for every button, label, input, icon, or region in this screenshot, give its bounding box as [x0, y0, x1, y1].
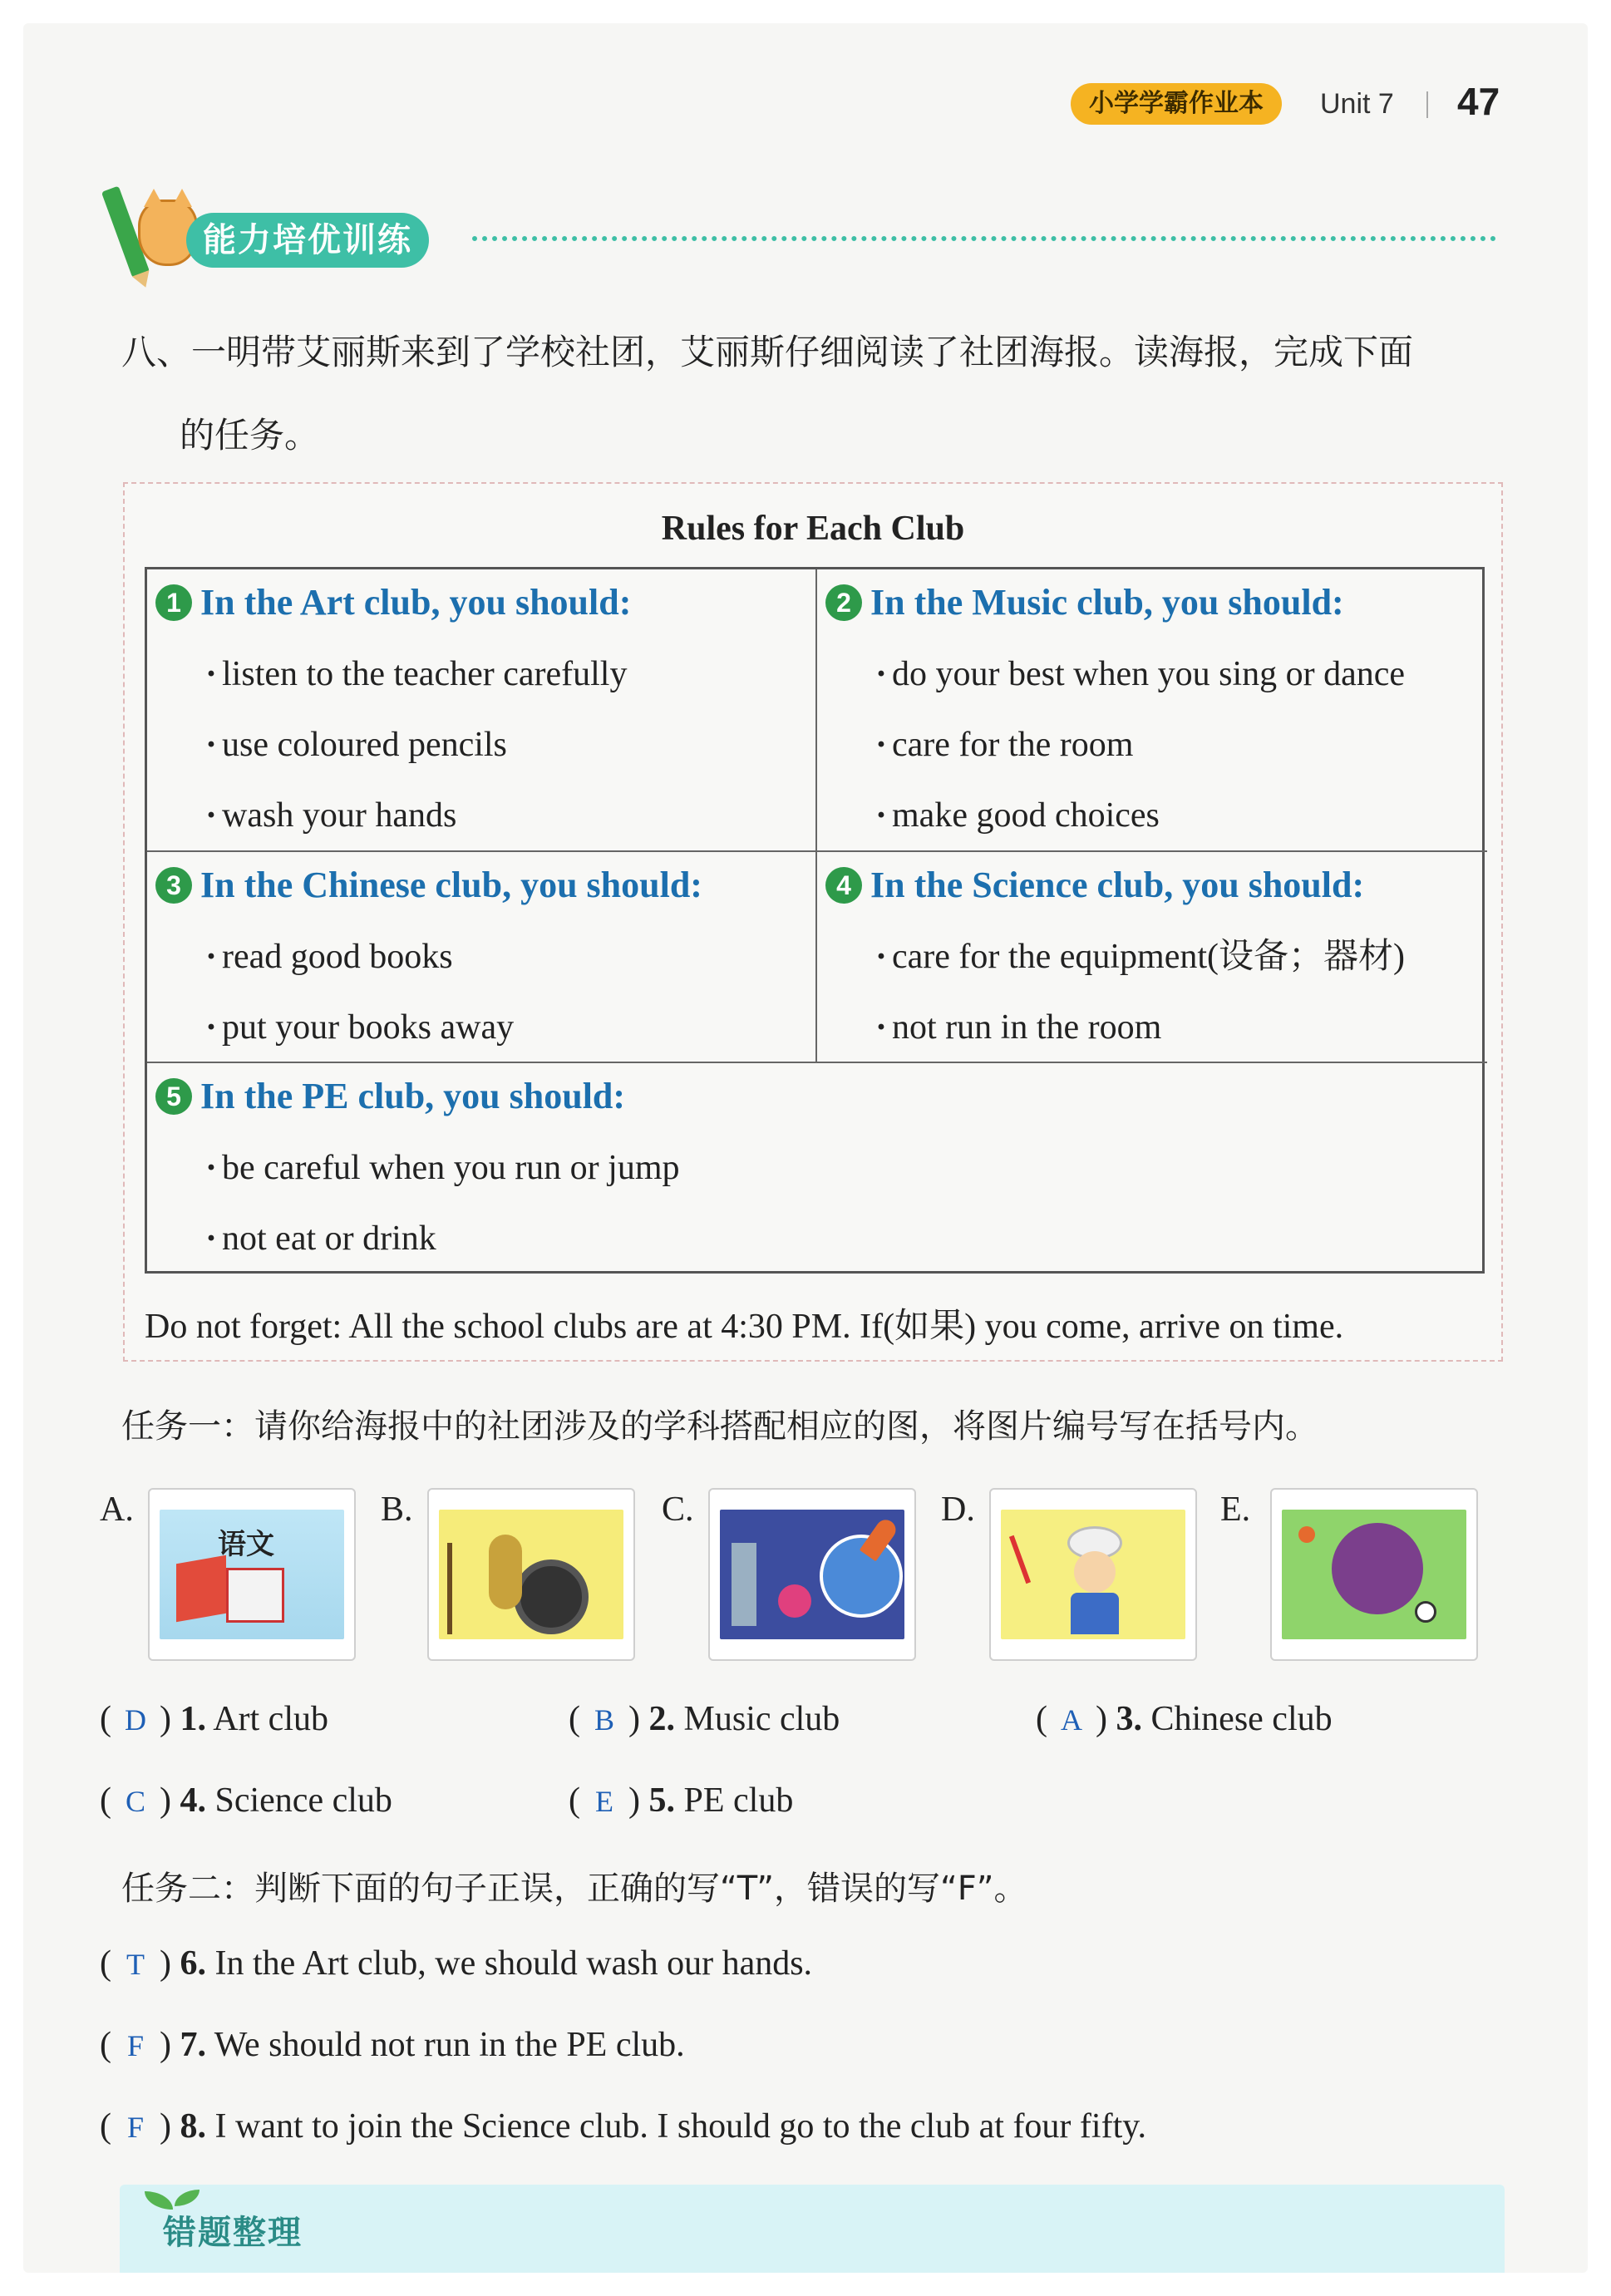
picture-e-frame — [1270, 1488, 1478, 1661]
club-cell-chinese — [147, 852, 817, 1063]
leaf-icon — [175, 2190, 200, 2206]
rule-item: · wash your hands — [205, 791, 627, 861]
rule-list — [205, 649, 627, 861]
answer-item-2: ( B ) 2. Music club — [569, 1700, 840, 1738]
answer-item-4: ( C ) 4. Science club — [100, 1781, 392, 1820]
item-text: Science club — [214, 1781, 392, 1820]
item-number: 2. — [648, 1700, 675, 1738]
header-divider — [1426, 91, 1428, 118]
club-heading — [825, 581, 1344, 623]
answer-value[interactable]: A — [1061, 1703, 1082, 1737]
item-number: 3. — [1116, 1700, 1142, 1738]
club-number: 5 — [155, 1078, 192, 1115]
rule-item: · listen to the teacher carefully — [205, 649, 627, 720]
item-text: Art club — [213, 1700, 328, 1738]
club-number: 4 — [825, 867, 862, 904]
item-number: 6. — [180, 1944, 206, 1983]
rule-list — [205, 932, 514, 1073]
chinese-subject-label: 语文 — [218, 1528, 274, 1561]
rule-item: · use coloured pencils — [205, 720, 627, 791]
picture-c-frame — [708, 1488, 916, 1661]
football-icon — [1415, 1601, 1436, 1623]
picture-b-frame — [427, 1488, 635, 1661]
answer-item-1: ( D ) 1. Art club — [100, 1700, 328, 1738]
club-cell-science — [817, 852, 1487, 1063]
judge-item-7: ( F ) 7. We should not run in the PE club. — [100, 2026, 685, 2064]
judge-item-6: ( T ) 6. In the Art club, we should wash our hands. — [100, 1944, 813, 1983]
club-number: 2 — [825, 584, 862, 621]
item-text: We should not run in the PE club. — [214, 2026, 685, 2064]
rule-item: · not eat or drink — [205, 1214, 680, 1284]
club-rules-poster — [123, 482, 1503, 1362]
club-heading-text: In the Chinese club, you should: — [200, 865, 702, 905]
club-number: 1 — [155, 584, 192, 621]
answer-value[interactable]: E — [595, 1785, 613, 1818]
answer-item-3: ( A ) 3. Chinese club — [1036, 1700, 1333, 1738]
section-banner: 能力培优训练 — [186, 213, 429, 268]
task2-instruction: 任务二：判断下面的句子正误，正确的写“T”，错误的写“F”。 — [121, 1870, 1027, 1908]
judge-item-8: ( F ) 8. I want to join the Science club. I should go to the club at four fifty. — [100, 2107, 1147, 2146]
picture-letter: E. — [1220, 1490, 1251, 1529]
item-number: 8. — [180, 2107, 206, 2146]
microscope-icon — [732, 1543, 756, 1626]
rule-item: · make good choices — [875, 791, 1405, 861]
rule-list — [875, 932, 1405, 1073]
guitar-icon — [489, 1535, 522, 1609]
item-number: 7. — [180, 2026, 206, 2064]
drum-icon — [514, 1559, 589, 1634]
answer-value[interactable]: D — [125, 1703, 146, 1737]
picture-letter: D. — [941, 1490, 975, 1529]
club-heading — [155, 1075, 625, 1117]
poster-title: Rules for Each Club — [661, 510, 965, 548]
answer-value[interactable]: F — [126, 2111, 145, 2144]
mistake-review-title: 错题整理 — [163, 2214, 303, 2252]
art-painting-picture — [1001, 1510, 1185, 1639]
rule-item: · read good books — [205, 932, 514, 1003]
answer-value[interactable]: C — [125, 1785, 145, 1818]
mistake-review-box — [120, 2185, 1505, 2273]
music-instruments-picture — [439, 1510, 623, 1639]
ball-icon — [1298, 1526, 1315, 1543]
brush-icon — [1009, 1535, 1031, 1584]
rule-list — [875, 649, 1405, 861]
item-text: In the Art club, we should wash our hands. — [214, 1944, 813, 1983]
item-text: Chinese club — [1150, 1700, 1333, 1738]
rule-item: · be careful when you run or jump — [205, 1143, 680, 1214]
book-icon — [226, 1568, 284, 1623]
child-face-icon — [1074, 1551, 1116, 1593]
page-number: 47 — [1457, 80, 1500, 123]
club-heading — [825, 864, 1364, 906]
club-heading-text: In the Music club, you should: — [870, 582, 1344, 623]
flask-icon — [778, 1584, 811, 1618]
club-heading-text: In the Art club, you should: — [200, 582, 632, 623]
club-cell-art — [147, 569, 817, 852]
picture-letter: B. — [381, 1490, 413, 1529]
item-text: PE club — [683, 1781, 794, 1820]
rule-item: · care for the room — [875, 720, 1405, 791]
workbook-page — [23, 23, 1588, 2273]
item-number: 1. — [180, 1700, 206, 1738]
dotted-divider — [472, 236, 1496, 241]
item-number: 4. — [180, 1781, 206, 1820]
question-intro-line1: 八、一明带艾丽斯来到了学校社团，艾丽斯仔细阅读了社团海报。读海报，完成下面 — [121, 332, 1414, 372]
item-text: I want to join the Science club. I should go to the club at four fifty. — [214, 2107, 1147, 2146]
answer-value[interactable]: F — [126, 2029, 145, 2062]
club-cell-pe — [147, 1063, 1487, 1271]
club-cell-music — [817, 569, 1487, 852]
answer-value[interactable]: T — [126, 1948, 145, 1981]
club-heading-text: In the PE club, you should: — [200, 1076, 626, 1116]
club-heading-text: In the Science club, you should: — [870, 865, 1365, 905]
workbook-badge: 小学学霸作业本 — [1071, 83, 1282, 125]
club-heading — [155, 581, 631, 623]
rule-list — [205, 1143, 680, 1284]
science-equipment-picture — [720, 1510, 904, 1639]
chinese-books-picture — [160, 1510, 344, 1639]
poster-footer: Do not forget: All the school clubs are at 4:30 PM. If(如果) you come, arrive on time. — [145, 1308, 1344, 1346]
task1-instruction: 任务一：请你给海报中的社团涉及的学科搭配相应的图，将图片编号写在括号内。 — [121, 1407, 1318, 1446]
rule-item: · not run in the room — [875, 1003, 1405, 1073]
item-number: 5. — [648, 1781, 675, 1820]
rule-item: · care for the equipment(设备；器材) — [875, 932, 1405, 1003]
picture-letter: C. — [662, 1490, 694, 1529]
picture-a-frame — [148, 1488, 356, 1661]
palm-tree-icon — [447, 1543, 489, 1634]
answer-value[interactable]: B — [594, 1703, 614, 1737]
unit-label: Unit 7 — [1320, 88, 1394, 120]
book-icon — [176, 1555, 226, 1623]
child-body-icon — [1071, 1593, 1119, 1634]
club-number: 3 — [155, 867, 192, 904]
picture-d-frame — [989, 1488, 1197, 1661]
pe-sports-picture — [1282, 1510, 1466, 1639]
answer-item-5: ( E ) 5. PE club — [569, 1781, 794, 1820]
question-intro-line2: 的任务。 — [180, 415, 320, 456]
question-intro — [121, 311, 1518, 477]
rules-grid — [145, 567, 1485, 1274]
club-heading — [155, 864, 702, 906]
picture-letter: A. — [100, 1490, 134, 1529]
sports-circle-icon — [1332, 1523, 1423, 1614]
rule-item: · put your books away — [205, 1003, 514, 1073]
rule-item: · do your best when you sing or dance — [875, 649, 1405, 720]
item-text: Music club — [683, 1700, 840, 1738]
